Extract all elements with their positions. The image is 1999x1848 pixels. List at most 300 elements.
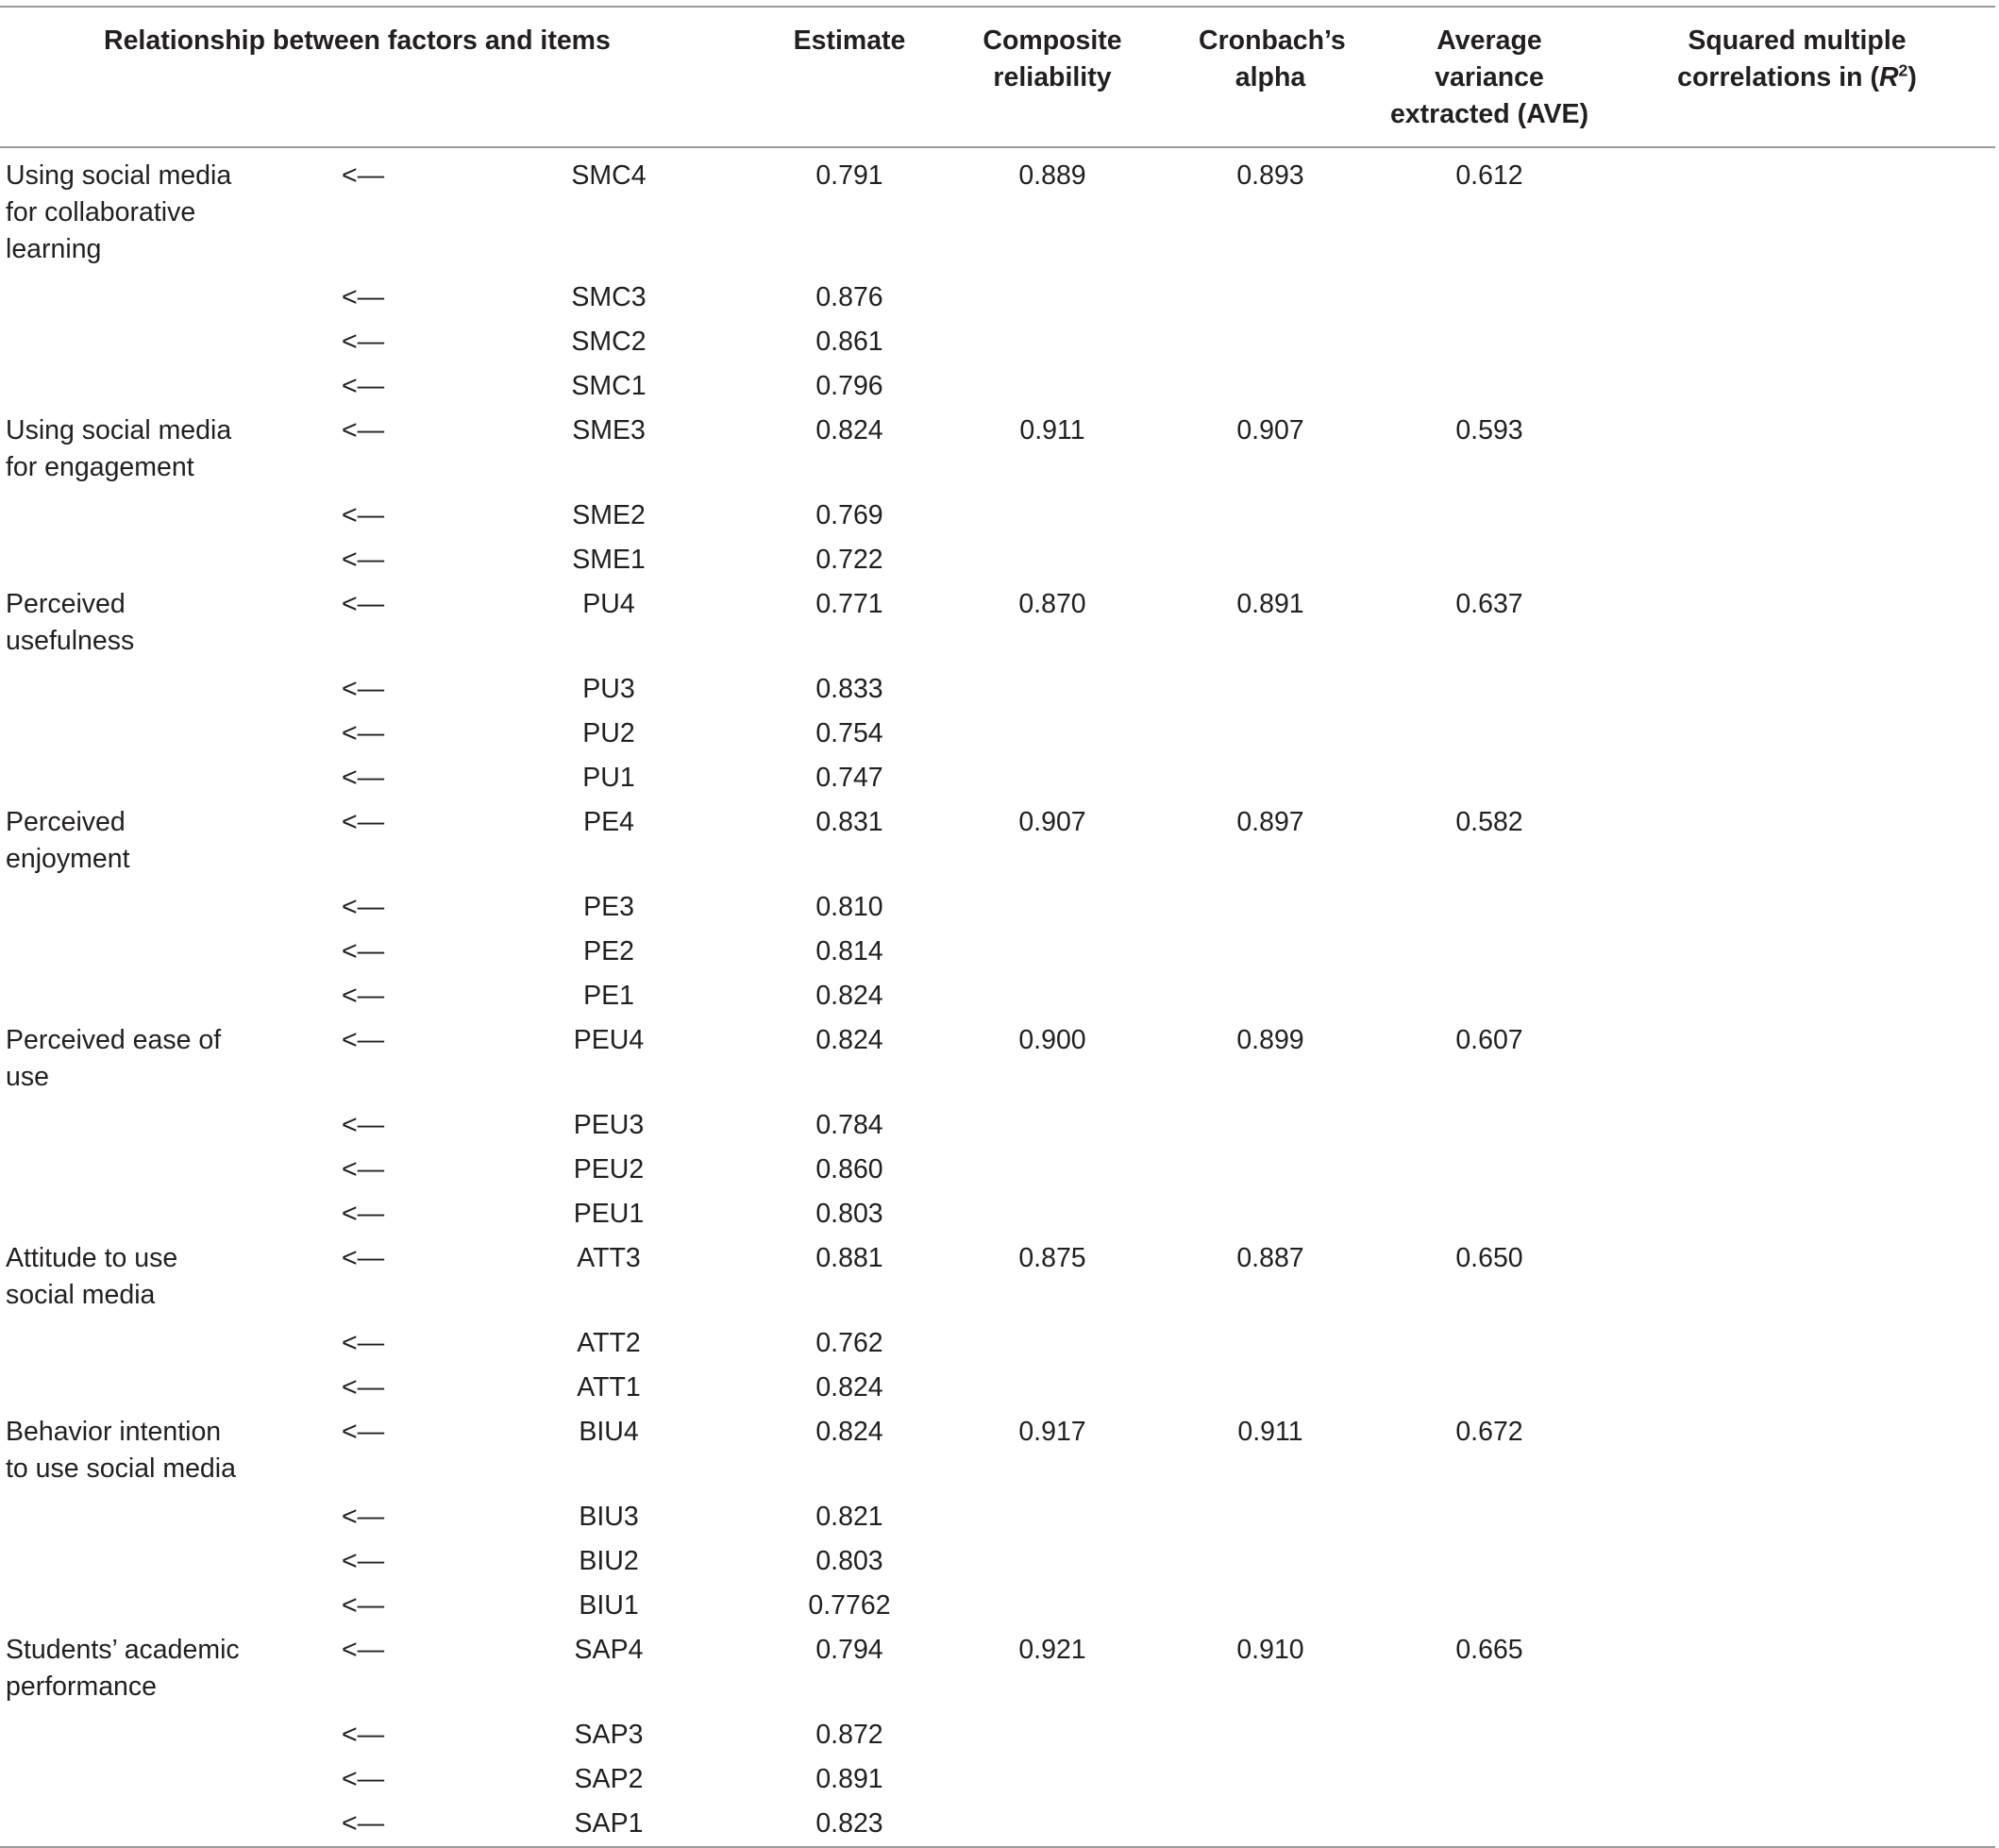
factor-label xyxy=(6,1543,242,1580)
factor-cell xyxy=(0,1628,755,1713)
r2-cell xyxy=(1599,712,1995,756)
cronbach-alpha-cell xyxy=(1161,1148,1380,1192)
ave-cell xyxy=(1380,1539,1599,1584)
estimate-cell: 0.7762 xyxy=(808,1590,891,1621)
ave-cell: 0.637 xyxy=(1455,589,1523,619)
table-row xyxy=(0,1410,1995,1495)
item-code: SMC1 xyxy=(571,371,647,401)
estimate-cell: 0.794 xyxy=(815,1635,883,1665)
composite-reliability-cell: 0.907 xyxy=(1018,807,1086,837)
header-r2-exponent: 2 xyxy=(1898,60,1908,80)
ave-cell xyxy=(1380,1366,1599,1410)
factor-cell xyxy=(0,1539,755,1584)
r2-cell xyxy=(1599,974,1995,1018)
table-header xyxy=(0,7,1995,147)
table-row xyxy=(0,494,1995,538)
factor-label xyxy=(6,889,242,926)
factor-cell xyxy=(0,1757,755,1802)
table-row xyxy=(0,1018,1995,1103)
factor-cell xyxy=(0,320,755,364)
ave-cell: 0.672 xyxy=(1455,1417,1523,1447)
composite-reliability-cell: 0.911 xyxy=(1019,415,1085,445)
r2-cell xyxy=(1599,1713,1995,1757)
item-code: SMC3 xyxy=(571,282,647,312)
header-relationship: Relationship between factors and items xyxy=(104,25,611,56)
factor-cell xyxy=(0,1321,755,1366)
factor-cell xyxy=(0,538,755,582)
item-code: PEU4 xyxy=(573,1025,645,1055)
r2-cell xyxy=(1599,1366,1995,1410)
table-row xyxy=(0,1148,1995,1192)
cronbach-alpha-cell xyxy=(1161,538,1380,582)
ave-cell xyxy=(1380,1148,1599,1192)
factor-label xyxy=(6,368,242,405)
estimate-cell: 0.754 xyxy=(815,718,883,748)
header-r2-suffix: ) xyxy=(1907,62,1917,92)
r2-cell xyxy=(1599,1757,1995,1802)
relationship-arrow: <— xyxy=(342,500,385,530)
cronbach-alpha-cell xyxy=(1161,974,1380,1018)
relationship-arrow: <— xyxy=(342,1764,385,1794)
ave-cell xyxy=(1380,1103,1599,1148)
estimate-cell: 0.821 xyxy=(815,1502,883,1532)
factor-label xyxy=(6,1325,242,1362)
table-row xyxy=(0,667,1995,712)
estimate-cell: 0.769 xyxy=(815,500,883,530)
ave-cell xyxy=(1380,364,1599,409)
ave-cell xyxy=(1380,1584,1599,1628)
composite-reliability-cell xyxy=(944,712,1161,756)
composite-reliability-cell: 0.900 xyxy=(1018,1025,1086,1055)
estimate-cell: 0.861 xyxy=(815,327,883,357)
cronbach-alpha-cell xyxy=(1161,1802,1380,1847)
composite-reliability-cell xyxy=(944,494,1161,538)
composite-reliability-cell xyxy=(944,1802,1161,1847)
ave-cell: 0.607 xyxy=(1455,1025,1523,1055)
cronbach-alpha-cell xyxy=(1161,756,1380,800)
r2-cell xyxy=(1599,1410,1995,1495)
table-row xyxy=(0,1495,1995,1539)
item-code: ATT3 xyxy=(577,1243,641,1273)
cronbach-alpha-cell: 0.899 xyxy=(1236,1025,1304,1055)
estimate-cell: 0.831 xyxy=(815,807,883,837)
relationship-arrow: <— xyxy=(342,415,385,445)
r2-cell xyxy=(1599,1495,1995,1539)
table-row xyxy=(0,1802,1995,1847)
table-row xyxy=(0,712,1995,756)
table-row xyxy=(0,800,1995,885)
relationship-arrow: <— xyxy=(342,1546,385,1576)
ave-cell: 0.665 xyxy=(1455,1635,1523,1665)
item-code: PE1 xyxy=(583,981,634,1011)
relationship-arrow: <— xyxy=(342,674,385,704)
item-code: PU2 xyxy=(582,718,635,748)
cronbach-alpha-cell xyxy=(1161,885,1380,930)
table-row xyxy=(0,1321,1995,1366)
ave-cell: 0.612 xyxy=(1455,160,1523,191)
r2-cell xyxy=(1599,1018,1995,1103)
composite-reliability-cell xyxy=(944,1103,1161,1148)
cronbach-alpha-cell xyxy=(1161,1103,1380,1148)
estimate-cell: 0.810 xyxy=(815,892,883,922)
cronbach-alpha-cell: 0.910 xyxy=(1236,1635,1304,1665)
relationship-arrow: <— xyxy=(342,1502,385,1532)
ave-cell xyxy=(1380,756,1599,800)
estimate-cell: 0.833 xyxy=(815,674,883,704)
factor-label xyxy=(6,1717,242,1754)
item-code: PU1 xyxy=(582,763,635,793)
composite-reliability-cell: 0.875 xyxy=(1018,1243,1086,1273)
r2-cell xyxy=(1599,1802,1995,1847)
table-row xyxy=(0,1713,1995,1757)
factor-cell xyxy=(0,667,755,712)
factor-cell xyxy=(0,1495,755,1539)
composite-reliability-cell xyxy=(944,1713,1161,1757)
estimate-cell: 0.747 xyxy=(815,763,883,793)
factor-label: Perceived usefulness xyxy=(6,589,135,656)
factor-cell xyxy=(0,1802,755,1847)
item-code: PE4 xyxy=(583,807,634,837)
factor-cell xyxy=(0,800,755,885)
relationship-arrow: <— xyxy=(342,327,385,357)
factor-label: Perceived ease of use xyxy=(6,1025,222,1092)
table-row xyxy=(0,930,1995,974)
composite-reliability-cell: 0.870 xyxy=(1018,589,1086,619)
relationship-arrow: <— xyxy=(342,763,385,793)
ave-cell xyxy=(1380,930,1599,974)
item-code: SAP3 xyxy=(574,1720,644,1750)
factor-label: Using social media for engagement xyxy=(6,415,232,482)
item-code: SAP1 xyxy=(574,1808,644,1839)
relationship-arrow: <— xyxy=(342,545,385,575)
factor-cell xyxy=(0,1366,755,1410)
r2-cell xyxy=(1599,1584,1995,1628)
item-code: BIU2 xyxy=(579,1546,639,1576)
composite-reliability-cell xyxy=(944,364,1161,409)
factor-label xyxy=(6,978,242,1015)
estimate-cell: 0.872 xyxy=(815,1720,883,1750)
item-code: SAP2 xyxy=(574,1764,644,1794)
factor-cell xyxy=(0,1410,755,1495)
relationship-arrow: <— xyxy=(342,936,385,966)
composite-reliability-cell xyxy=(944,1192,1161,1236)
factor-label xyxy=(6,1107,242,1144)
cronbach-alpha-cell: 0.911 xyxy=(1237,1417,1303,1447)
estimate-cell: 0.823 xyxy=(755,1802,944,1847)
factor-label xyxy=(6,497,242,534)
cronbach-alpha-cell xyxy=(1161,1713,1380,1757)
composite-reliability-cell: 0.921 xyxy=(1018,1635,1086,1665)
header-estimate: Estimate xyxy=(793,25,906,56)
r2-cell xyxy=(1599,885,1995,930)
table-row xyxy=(0,276,1995,320)
r2-cell xyxy=(1599,1321,1995,1366)
factor-cell xyxy=(0,276,755,320)
r2-cell xyxy=(1599,409,1995,494)
cronbach-alpha-cell xyxy=(1161,1584,1380,1628)
factor-cell xyxy=(0,1103,755,1148)
factor-label xyxy=(6,1499,242,1536)
cronbach-alpha-cell xyxy=(1161,364,1380,409)
composite-reliability-cell xyxy=(944,756,1161,800)
table-row xyxy=(0,1103,1995,1148)
table-row xyxy=(0,364,1995,409)
relationship-arrow: <— xyxy=(342,1328,385,1358)
ave-cell xyxy=(1380,712,1599,756)
factor-cell xyxy=(0,1192,755,1236)
composite-reliability-cell xyxy=(944,1321,1161,1366)
factor-label xyxy=(6,542,242,579)
item-code: ATT1 xyxy=(577,1372,641,1403)
r2-cell xyxy=(1599,320,1995,364)
table-row xyxy=(0,409,1995,494)
ave-cell xyxy=(1380,885,1599,930)
factor-cell xyxy=(0,147,755,276)
relationship-arrow: <— xyxy=(342,1154,385,1184)
estimate-cell: 0.824 xyxy=(815,981,883,1011)
composite-reliability-cell: 0.917 xyxy=(1018,1417,1086,1447)
estimate-cell: 0.784 xyxy=(815,1110,883,1140)
ave-cell xyxy=(1380,1802,1599,1847)
item-code: BIU3 xyxy=(579,1502,639,1532)
composite-reliability-cell xyxy=(944,1539,1161,1584)
table-row xyxy=(0,538,1995,582)
r2-cell xyxy=(1599,276,1995,320)
estimate-cell: 0.824 xyxy=(815,1372,883,1403)
r2-cell xyxy=(1599,800,1995,885)
estimate-cell: 0.876 xyxy=(815,282,883,312)
header-cronbach-alpha: Cronbach’s alpha xyxy=(1199,25,1346,92)
ave-cell xyxy=(1380,1757,1599,1802)
cronbach-alpha-cell xyxy=(1161,1757,1380,1802)
factor-cell xyxy=(0,494,755,538)
r2-cell xyxy=(1599,1539,1995,1584)
factor-label xyxy=(6,1369,242,1406)
item-code: SMC2 xyxy=(571,327,647,357)
item-code: PEU3 xyxy=(573,1110,645,1140)
table-row xyxy=(0,885,1995,930)
estimate-cell: 0.803 xyxy=(815,1199,883,1229)
cronbach-alpha-cell xyxy=(1161,1495,1380,1539)
header-r2-symbol: R xyxy=(1878,62,1899,92)
relationship-arrow: <— xyxy=(342,282,385,312)
estimate-cell: 0.860 xyxy=(815,1154,883,1184)
estimate-cell: 0.762 xyxy=(815,1328,883,1358)
cronbach-alpha-cell xyxy=(1161,1192,1380,1236)
factor-cell xyxy=(0,1236,755,1321)
table-row xyxy=(0,1366,1995,1410)
item-code: PU3 xyxy=(582,674,635,704)
header-ave: Average variance extracted (AVE) xyxy=(1389,25,1589,129)
header-r2 xyxy=(1599,7,1995,147)
factor-label xyxy=(6,671,242,708)
r2-cell xyxy=(1599,1628,1995,1713)
factor-cell xyxy=(0,974,755,1018)
cronbach-alpha-cell xyxy=(1161,276,1380,320)
item-code: SAP4 xyxy=(574,1635,644,1665)
header-r2-prefix: Squared multiple correlations in ( xyxy=(1677,25,1907,92)
estimate-cell: 0.814 xyxy=(815,936,883,966)
composite-reliability-cell xyxy=(944,974,1161,1018)
ave-cell: 0.650 xyxy=(1455,1243,1523,1273)
table-row xyxy=(0,756,1995,800)
ave-cell xyxy=(1380,1192,1599,1236)
composite-reliability-cell xyxy=(944,276,1161,320)
composite-reliability-cell xyxy=(944,1148,1161,1192)
table-row xyxy=(0,1584,1995,1628)
composite-reliability-cell xyxy=(944,930,1161,974)
relationship-arrow: <— xyxy=(342,1635,385,1665)
table-body xyxy=(0,147,1995,1847)
composite-reliability-cell xyxy=(944,1584,1161,1628)
table-row xyxy=(0,1192,1995,1236)
ave-cell: 0.593 xyxy=(1455,415,1523,445)
composite-reliability-cell xyxy=(944,1495,1161,1539)
ave-cell xyxy=(1380,276,1599,320)
r2-cell xyxy=(1599,538,1995,582)
factor-label xyxy=(6,1761,242,1798)
item-code: BIU1 xyxy=(579,1590,639,1621)
table-row xyxy=(0,1757,1995,1802)
relationship-arrow: <— xyxy=(342,1720,385,1750)
factor-cell xyxy=(0,582,755,667)
item-code: PEU2 xyxy=(573,1154,645,1184)
factor-cell xyxy=(0,1713,755,1757)
relationship-arrow: <— xyxy=(342,1110,385,1140)
item-code: ATT2 xyxy=(577,1328,641,1358)
cronbach-alpha-cell: 0.907 xyxy=(1236,415,1304,445)
composite-reliability-cell xyxy=(944,1366,1161,1410)
estimate-cell: 0.722 xyxy=(815,545,883,575)
ave-cell: 0.582 xyxy=(1455,807,1523,837)
relationship-arrow: <— xyxy=(342,589,385,619)
factor-label: Attitude to use social media xyxy=(6,1243,178,1310)
relationship-arrow: <— xyxy=(342,1808,385,1839)
item-code: SME2 xyxy=(572,500,646,530)
factor-label xyxy=(6,1151,242,1188)
estimate-cell: 0.803 xyxy=(815,1546,883,1576)
item-code: PEU1 xyxy=(573,1199,645,1229)
factor-label: Behavior intention to use social media xyxy=(6,1417,236,1484)
estimate-cell: 0.824 xyxy=(815,1417,883,1447)
r2-cell xyxy=(1599,582,1995,667)
r2-cell xyxy=(1599,364,1995,409)
table-row xyxy=(0,582,1995,667)
composite-reliability-cell xyxy=(944,667,1161,712)
table-row xyxy=(0,1539,1995,1584)
relationship-arrow: <— xyxy=(342,371,385,401)
ave-cell xyxy=(1380,538,1599,582)
r2-cell xyxy=(1599,1236,1995,1321)
factor-cell xyxy=(0,364,755,409)
factor-label xyxy=(6,715,242,752)
r2-cell xyxy=(1599,1103,1995,1148)
factor-label xyxy=(6,1588,242,1624)
cronbach-alpha-cell: 0.893 xyxy=(1236,160,1304,191)
estimate-cell: 0.796 xyxy=(815,371,883,401)
relationship-arrow: <— xyxy=(342,1025,385,1055)
table-row xyxy=(0,1236,1995,1321)
factor-cell xyxy=(0,712,755,756)
ave-cell xyxy=(1380,974,1599,1018)
measurement-model-table xyxy=(0,6,1995,1848)
r2-cell xyxy=(1599,147,1995,276)
cronbach-alpha-cell: 0.897 xyxy=(1236,807,1304,837)
item-code: SME1 xyxy=(572,545,646,575)
item-code: PE3 xyxy=(583,892,634,922)
factor-cell xyxy=(0,930,755,974)
ave-cell xyxy=(1380,494,1599,538)
factor-label: Using social media for collaborative learning xyxy=(6,160,232,264)
table-row xyxy=(0,320,1995,364)
relationship-arrow: <— xyxy=(342,807,385,837)
factor-label xyxy=(6,1806,242,1842)
header-composite-reliability: Composite reliability xyxy=(983,25,1122,92)
factor-label xyxy=(6,1196,242,1233)
table-row xyxy=(0,1628,1995,1713)
item-code: PE2 xyxy=(583,936,634,966)
factor-label xyxy=(6,279,242,316)
cronbach-alpha-cell xyxy=(1161,1539,1380,1584)
cronbach-alpha-cell: 0.891 xyxy=(1236,589,1304,619)
factor-label: Perceived enjoyment xyxy=(6,807,130,874)
factor-label xyxy=(6,760,242,797)
cronbach-alpha-cell xyxy=(1161,494,1380,538)
estimate-cell: 0.824 xyxy=(815,1025,883,1055)
relationship-arrow: <— xyxy=(342,718,385,748)
table-row xyxy=(0,974,1995,1018)
estimate-cell: 0.791 xyxy=(815,160,883,191)
cronbach-alpha-cell xyxy=(1161,320,1380,364)
item-code: PU4 xyxy=(582,589,635,619)
relationship-arrow: <— xyxy=(342,981,385,1011)
cronbach-alpha-cell xyxy=(1161,930,1380,974)
factor-cell xyxy=(0,1584,755,1628)
header-row xyxy=(0,7,1995,147)
factor-cell xyxy=(0,409,755,494)
estimate-cell: 0.881 xyxy=(815,1243,883,1273)
factor-cell xyxy=(0,1018,755,1103)
table-row xyxy=(0,147,1995,276)
r2-cell xyxy=(1599,930,1995,974)
item-code: SMC4 xyxy=(571,160,647,191)
ave-cell xyxy=(1380,1495,1599,1539)
relationship-arrow: <— xyxy=(342,160,385,191)
cronbach-alpha-cell xyxy=(1161,667,1380,712)
relationship-arrow: <— xyxy=(342,1417,385,1447)
factor-label xyxy=(6,324,242,361)
composite-reliability-cell xyxy=(944,538,1161,582)
estimate-cell: 0.771 xyxy=(815,589,883,619)
relationship-arrow: <— xyxy=(342,1372,385,1403)
ave-cell xyxy=(1380,1713,1599,1757)
relationship-arrow: <— xyxy=(342,1199,385,1229)
item-code: SME3 xyxy=(572,415,646,445)
factor-cell xyxy=(0,756,755,800)
r2-cell xyxy=(1599,494,1995,538)
r2-cell xyxy=(1599,1192,1995,1236)
cronbach-alpha-cell xyxy=(1161,712,1380,756)
composite-reliability-cell xyxy=(944,1757,1161,1802)
estimate-cell: 0.824 xyxy=(815,415,883,445)
factor-label: Students’ academic performance xyxy=(6,1635,240,1702)
r2-cell xyxy=(1599,667,1995,712)
relationship-arrow: <— xyxy=(342,1590,385,1621)
composite-reliability-cell xyxy=(944,320,1161,364)
factor-cell xyxy=(0,1148,755,1192)
relationship-arrow: <— xyxy=(342,892,385,922)
ave-cell xyxy=(1380,667,1599,712)
